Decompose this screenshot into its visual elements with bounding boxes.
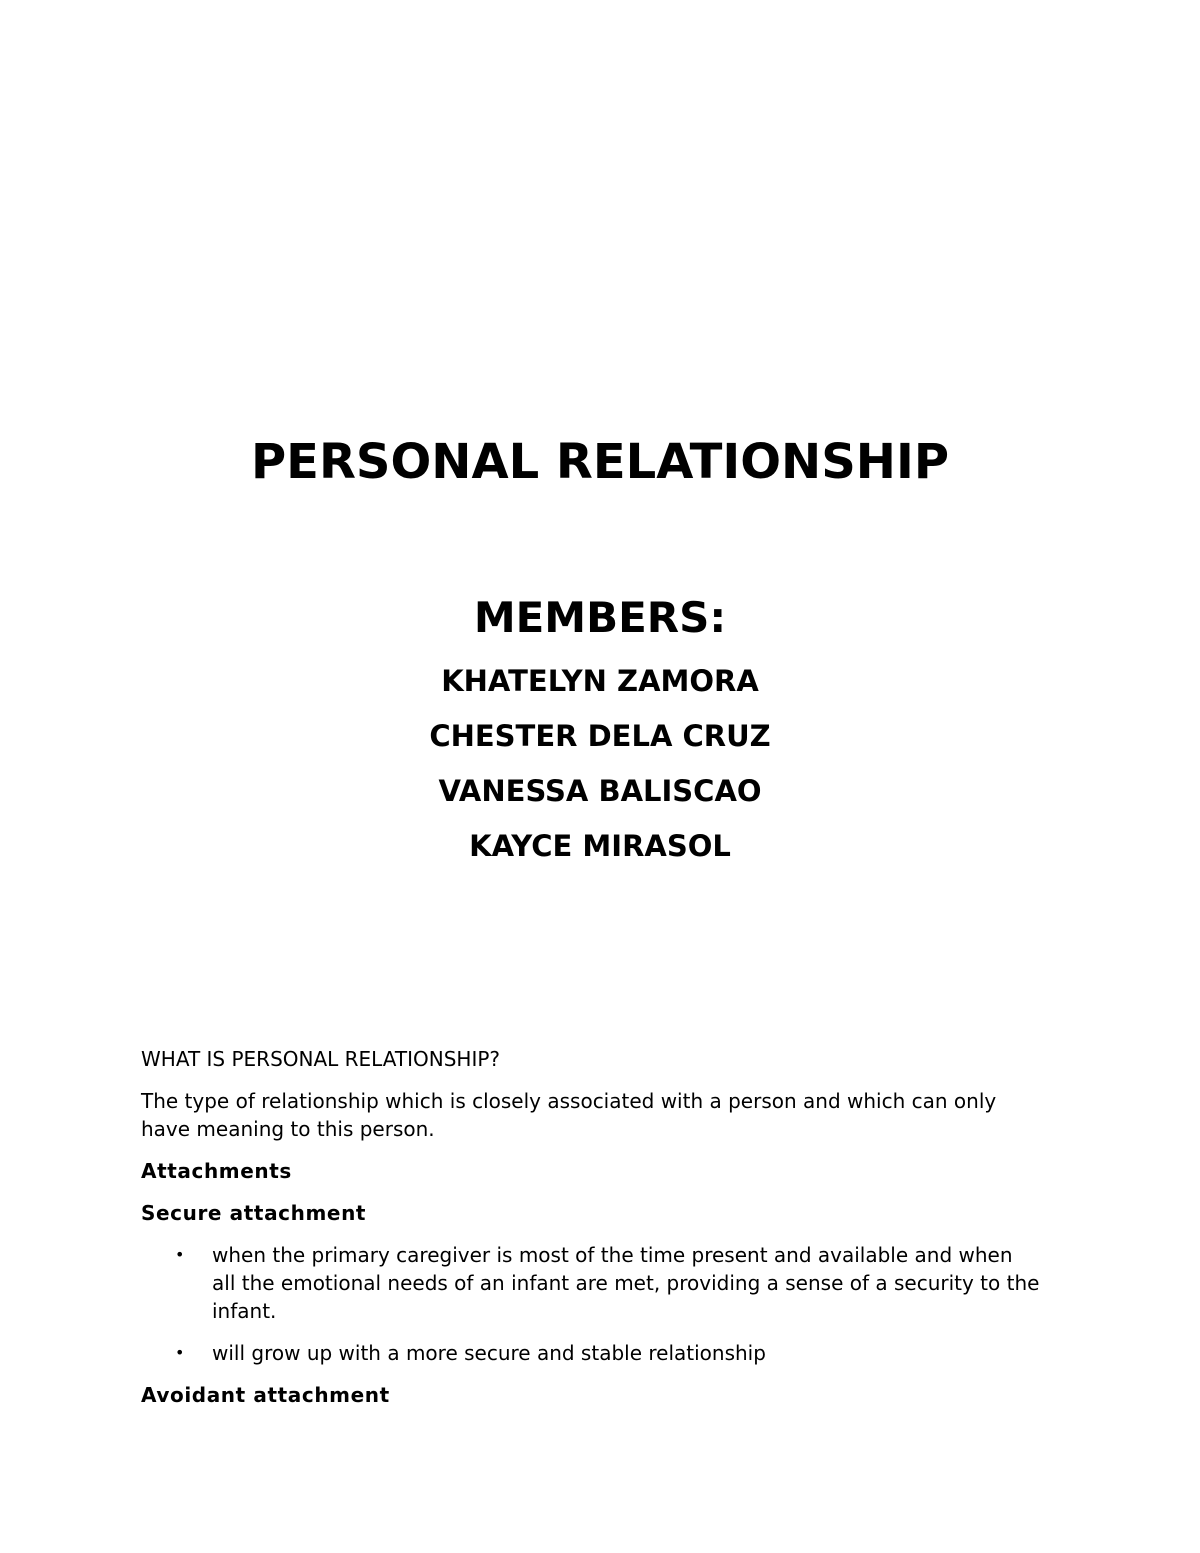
bullet-text: when the primary caregiver is most of the time present and available and when all the emotional needs of an infant are met, providing a sense of a security to the infant. — [212, 1243, 1040, 1323]
secure-attachment-heading: Secure attachment — [141, 1201, 367, 1225]
bullet-item — [141, 1241, 1041, 1325]
avoidant-attachment-heading: Avoidant attachment — [141, 1383, 390, 1407]
bullet-icon: • — [175, 1343, 185, 1362]
member-list — [0, 660, 1200, 880]
members-heading: MEMBERS: — [473, 593, 727, 642]
attachments-heading: Attachments — [141, 1159, 292, 1183]
bullet-icon: • — [175, 1245, 185, 1264]
secure-attachment-bullets — [141, 1241, 1041, 1367]
member-name: CHESTER DELA CRUZ — [429, 719, 771, 753]
document-body — [141, 1045, 1041, 1423]
document-title: PERSONAL RELATIONSHIP — [250, 434, 950, 490]
member-name: KAYCE MIRASOL — [469, 829, 731, 863]
member-name: VANESSA BALISCAO — [438, 774, 762, 808]
member-name: KHATELYN ZAMORA — [441, 664, 759, 698]
question-heading: WHAT IS PERSONAL RELATIONSHIP? — [141, 1047, 501, 1071]
bullet-item — [141, 1339, 1041, 1367]
definition-paragraph: The type of relationship which is closely associated with a person and which can only have meaning to this person. — [141, 1089, 997, 1141]
bullet-text: will grow up with a more secure and stable relationship — [212, 1341, 766, 1365]
